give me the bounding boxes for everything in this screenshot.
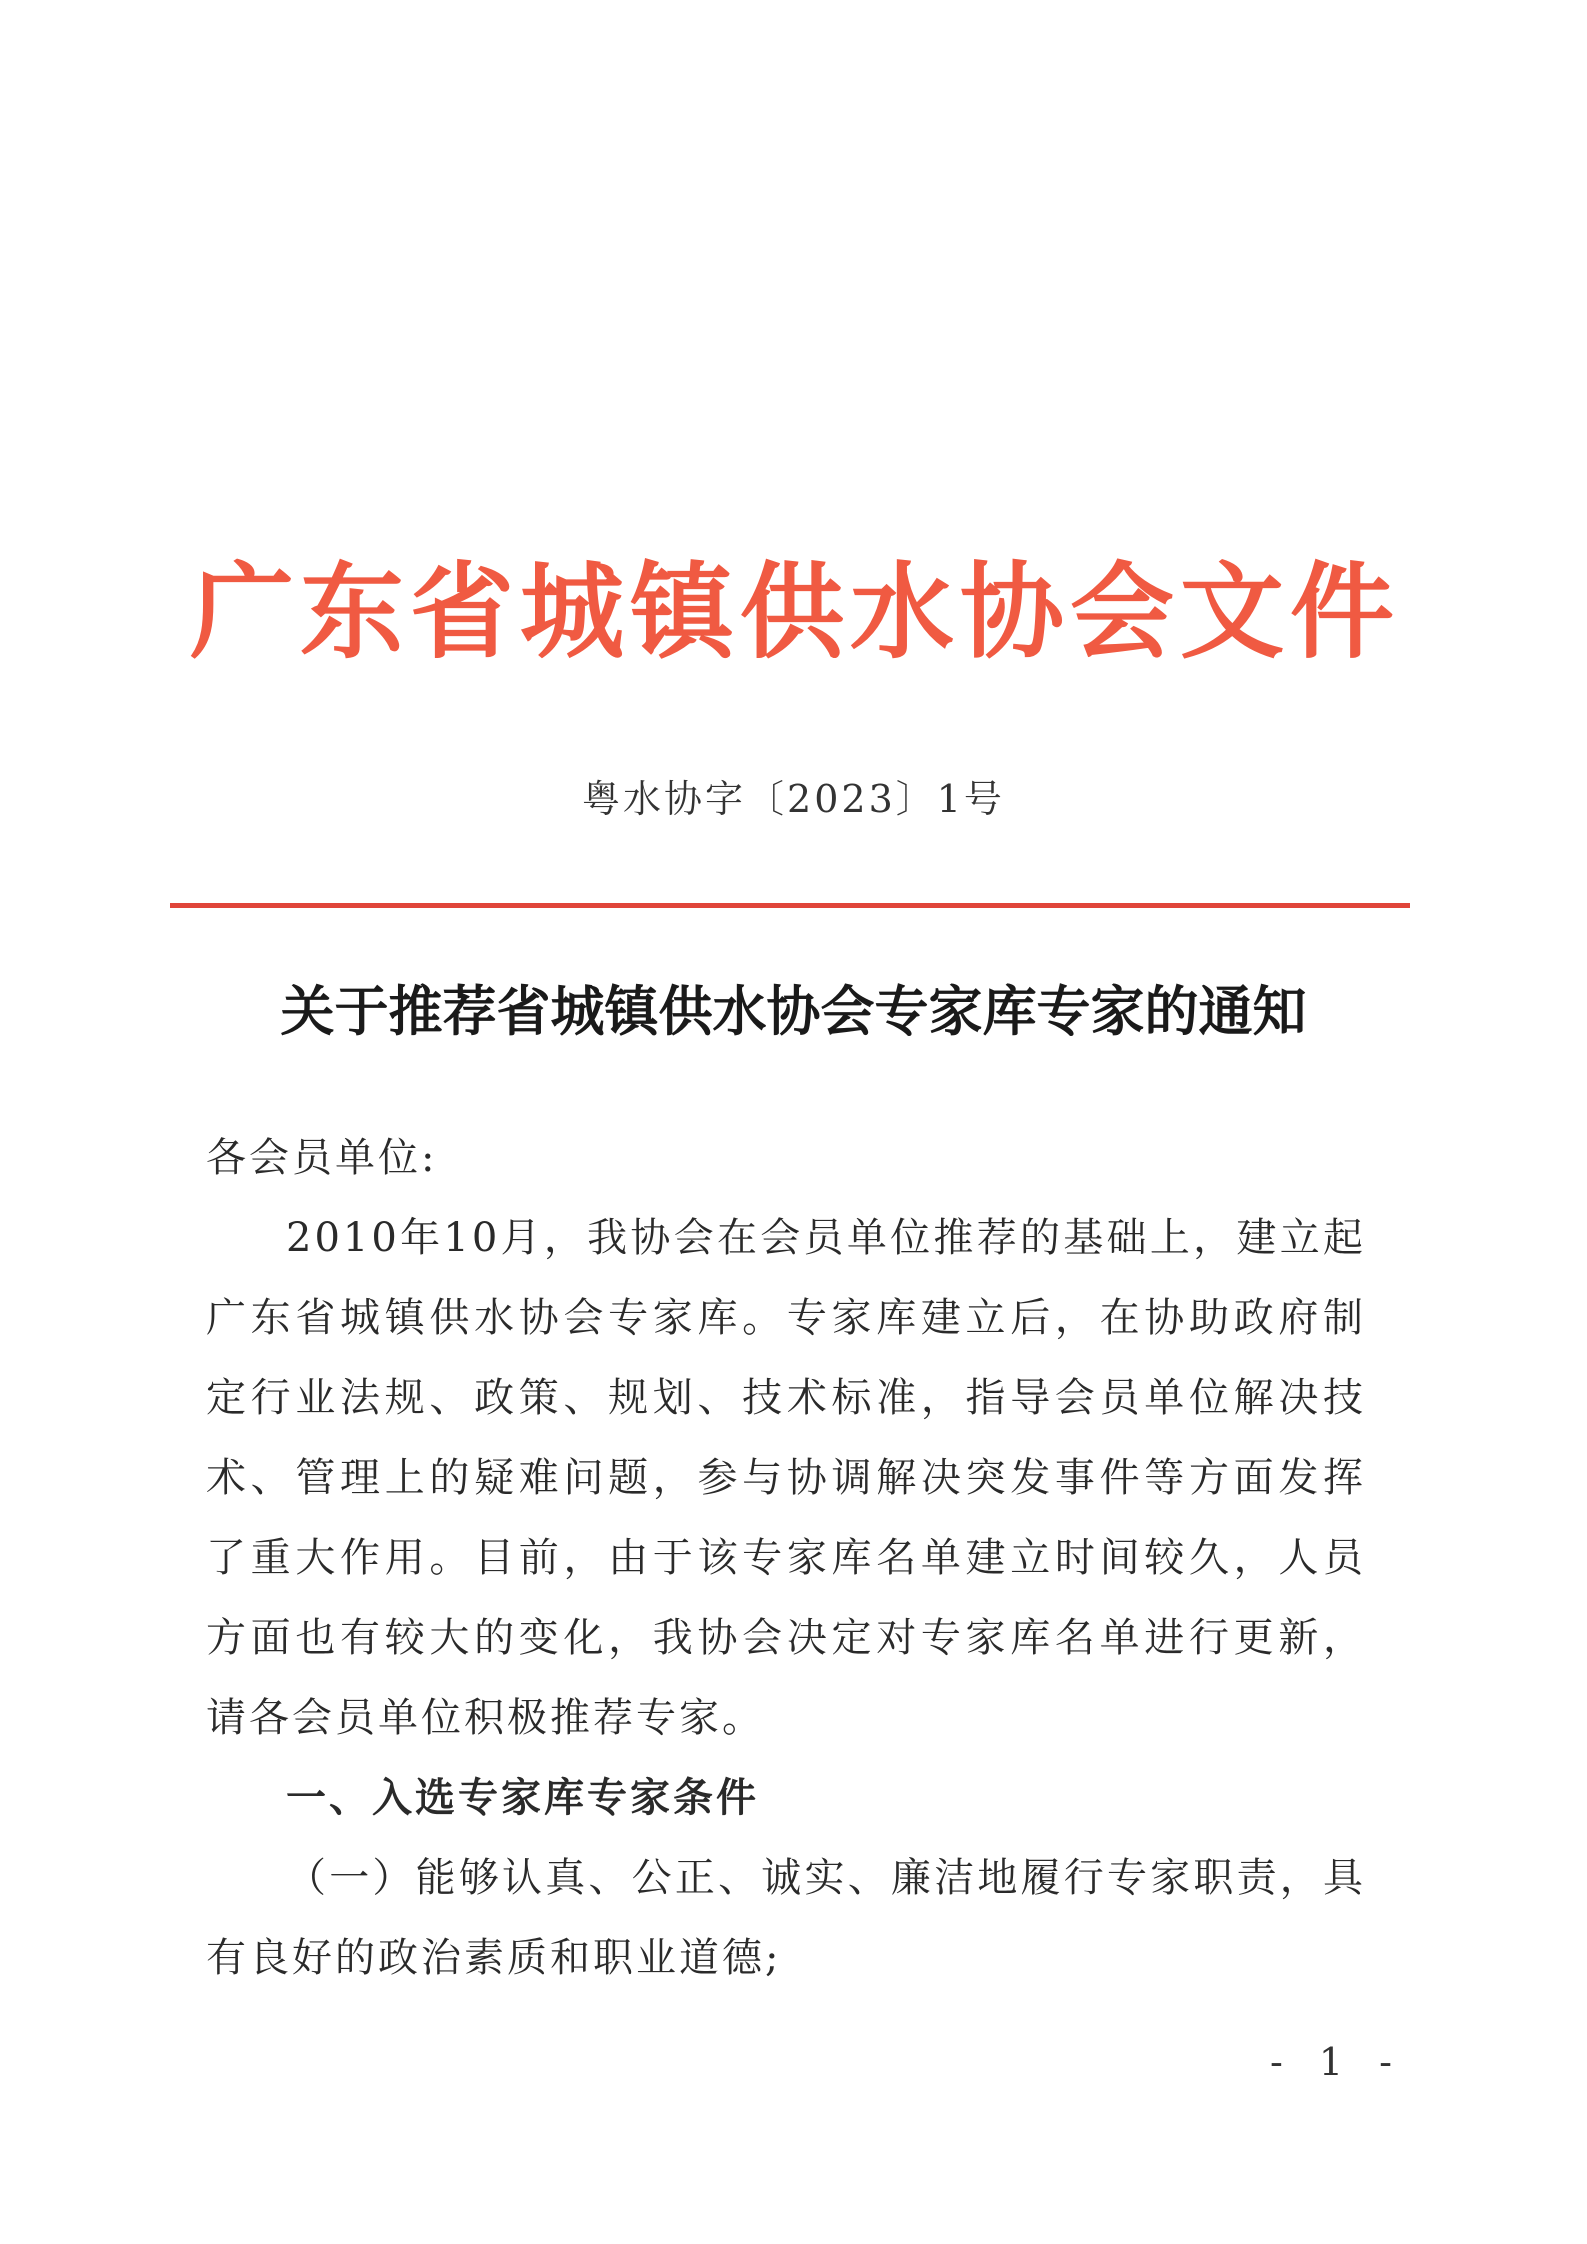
salutation: 各会员单位: — [206, 1135, 438, 1181]
page-number: - 1 - — [1270, 2040, 1405, 2084]
document-number: 粤水协字〔2023〕1号 — [582, 777, 1005, 821]
issuer-title: 广东省城镇供水协会文件 — [190, 551, 1401, 673]
red-divider-line — [170, 903, 1410, 908]
section-heading-1: 一、入选专家库专家条件 — [286, 1775, 759, 1821]
notice-title: 关于推荐省城镇供水协会专家库专家的通知 — [280, 980, 1307, 1043]
body-paragraph-1: 2010年10月，我协会在会员单位推荐的基础上，建立起广东省城镇供水协会专家库。专家库建立后，在协助政府制定行业法规、政策、规划、技术标准，指导会员单位解决技术、管理上的疑难问题，参与协调解决突发事件等方面发挥了重大作用。目前，由于该专家库名单建立时间较久，人员方面也有较大的变化，我协会决定对专家库名单进行更新，请各会员单位积极推荐专家。 — [206, 1215, 1366, 1741]
document-body — [206, 1118, 1366, 1998]
condition-item-1: （一）能够认真、公正、诚实、廉洁地履行专家职责，具有良好的政治素质和职业道德; — [206, 1855, 1366, 1981]
